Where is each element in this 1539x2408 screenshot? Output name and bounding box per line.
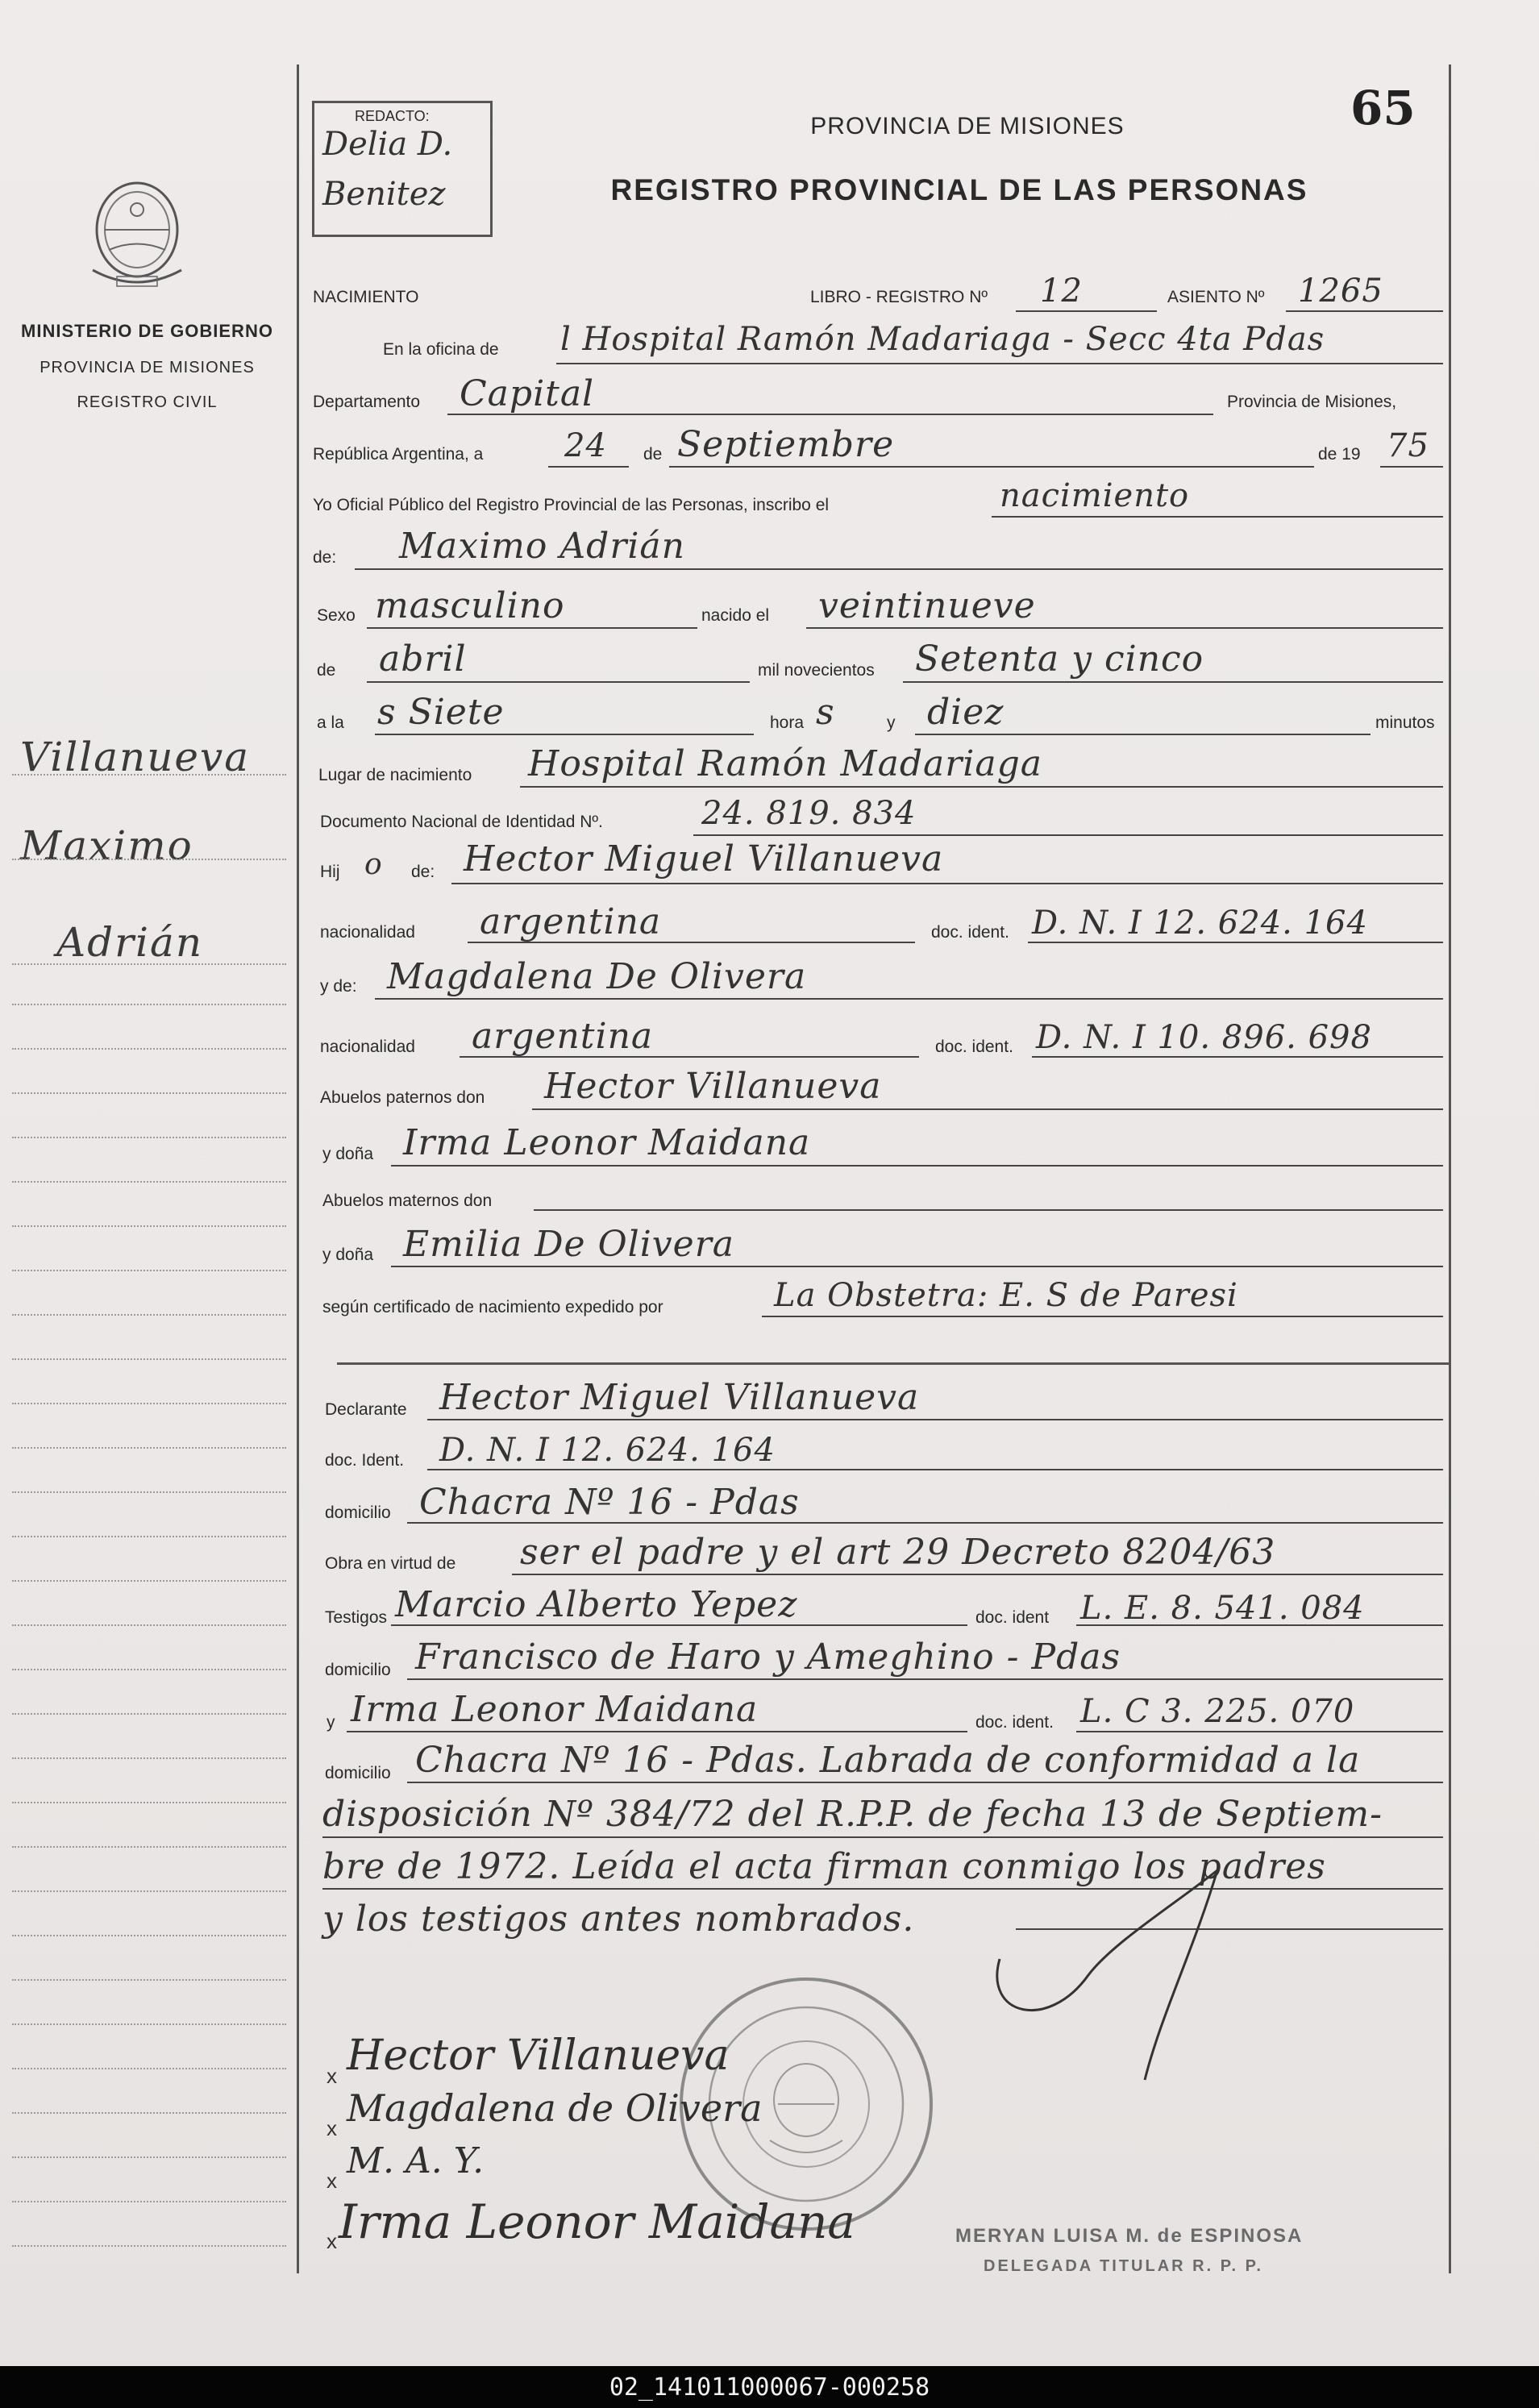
doc-testigo1-label: doc. ident <box>975 1608 1050 1627</box>
provincia-suffix: Provincia de Misiones, <box>1227 393 1397 411</box>
nombre-value: Maximo Adrián <box>399 526 685 567</box>
de-mes-nac-label: de <box>317 661 336 680</box>
dni-label: Documento Nacional de Identidad Nº. <box>320 813 603 831</box>
ministry-civil-registry: REGISTRO CIVIL <box>77 393 218 411</box>
right-border <box>1449 64 1451 2273</box>
ministry-province: PROVINCIA DE MISIONES <box>40 359 255 376</box>
obra-label: Obra en virtud de <box>325 1554 456 1573</box>
year-value: 75 <box>1387 427 1429 464</box>
domicilio-declarante-label: domicilio <box>325 1503 391 1522</box>
footer-bar <box>0 2366 1539 2408</box>
doc-declarante-value: D. N. I 12. 624. 164 <box>439 1432 776 1469</box>
doc-padre-value: D. N. I 12. 624. 164 <box>1032 905 1368 942</box>
nacido-value: veintinueve <box>818 585 1036 626</box>
doc-declarante-label: doc. Ident. <box>325 1451 405 1470</box>
libro-label: LIBRO - REGISTRO Nº <box>810 288 988 306</box>
hijo-de-label: de: <box>411 863 435 881</box>
certificado-label: según certificado de nacimiento expedido por <box>322 1298 663 1316</box>
section-divider <box>337 1362 1450 1365</box>
nacionalidad-madre-label: nacionalidad <box>320 1038 415 1056</box>
mil-label: mil novecientos <box>758 661 875 680</box>
departamento-label: Departamento <box>313 393 421 411</box>
doc-testigo2-label: doc. ident. <box>975 1713 1054 1732</box>
lugar-label: Lugar de nacimiento <box>318 766 472 784</box>
nacido-label: nacido el <box>701 606 770 625</box>
de-nombre-label: de: <box>313 548 337 567</box>
testigo1-value: Marcio Alberto Yepez <box>395 1584 798 1625</box>
dia-value: 24 <box>564 427 607 464</box>
sexo-value: masculino <box>375 585 565 626</box>
certificado-value: La Obstetra: E. S de Paresi <box>774 1277 1238 1314</box>
testigos-label: Testigos <box>325 1608 388 1627</box>
hijo-label: Hij <box>320 863 340 881</box>
signature-mark-4: x <box>327 2229 337 2253</box>
de-year-label: de 19 <box>1318 445 1361 464</box>
redacto-label: REDACTO: <box>355 108 430 124</box>
redacto-name-line2: Benitez <box>322 176 446 213</box>
doc-testigo1-value: L. E. 8. 541. 084 <box>1080 1590 1365 1627</box>
signature-testigo1: M. A. Y. <box>347 2140 485 2181</box>
oficial-value: nacimiento <box>1000 477 1190 514</box>
signature-testigo2: Irma Leonor Maidana <box>339 2194 856 2249</box>
abuelos-maternos-label: Abuelos maternos don <box>322 1192 493 1210</box>
doc-padre-label: doc. ident. <box>931 923 1009 942</box>
declarante-value: Hector Miguel Villanueva <box>439 1377 920 1418</box>
lugar-value: Hospital Ramón Madariaga <box>528 743 1042 784</box>
libro-value: 12 <box>1040 272 1083 310</box>
alas-label: a la <box>317 713 344 732</box>
domicilio-testigo1-value: Francisco de Haro y Ameghino - Pdas <box>415 1637 1121 1678</box>
margin-note-firstname: Maximo <box>20 822 193 869</box>
margin-note-surname: Villanueva <box>20 734 251 780</box>
mes-nac-value: abril <box>379 638 467 680</box>
domicilio-declarante-value: Chacra Nº 16 - Pdas <box>419 1482 800 1523</box>
signature-flourish-icon <box>951 1854 1403 2096</box>
mes-value: Septiembre <box>677 424 895 465</box>
redacto-box <box>312 101 493 237</box>
oficial-label: Yo Oficial Público del Registro Provincial de las Personas, inscribo el <box>313 496 830 514</box>
departamento-value: Capital <box>460 373 595 414</box>
oficina-label: En la oficina de <box>383 340 499 359</box>
abuelos-paternos-label: Abuelos paternos don <box>320 1088 485 1107</box>
domicilio-testigo2-value: Chacra Nº 16 - Pdas. Labrada de conformidad a la <box>415 1740 1361 1781</box>
mil-value: Setenta y cinco <box>915 638 1204 680</box>
margin-divider <box>297 64 299 2273</box>
oficina-value: l Hospital Ramón Madariaga - Secc 4ta Pdas <box>560 321 1325 358</box>
y-de-label: y de: <box>320 977 357 996</box>
horas-label: hora <box>770 713 805 732</box>
signature-mark-3: x <box>327 2169 337 2193</box>
doc-testigo2-value: L. C 3. 225. 070 <box>1080 1693 1355 1730</box>
page-number: 65 <box>1350 81 1416 135</box>
province-title: PROVINCIA DE MISIONES <box>810 113 1125 139</box>
asiento-value: 1265 <box>1298 272 1383 310</box>
y-dona-paterna-label: y doña <box>322 1145 374 1163</box>
signature-mark-2: x <box>327 2116 337 2140</box>
stamp-role: DELEGADA TITULAR R. P. P. <box>984 2257 1263 2275</box>
redacto-name-line1: Delia D. <box>322 126 453 163</box>
abuelos-paternos-value: Hector Villanueva <box>544 1066 882 1107</box>
domicilio-testigo1-label: domicilio <box>325 1661 391 1679</box>
padre-value: Hector Miguel Villanueva <box>464 838 944 880</box>
doc-madre-value: D. N. I 10. 896. 698 <box>1036 1019 1372 1056</box>
signature-padre: Hector Villanueva <box>347 2032 730 2080</box>
dni-value: 24. 819. 834 <box>701 795 917 832</box>
nacionalidad-padre-value: argentina <box>480 901 662 942</box>
hijo-letter: o <box>364 848 383 881</box>
y-testigo2-label: y <box>327 1713 335 1732</box>
ministry-name: MINISTERIO DE GOBIERNO <box>21 321 273 341</box>
alas-value: s Siete <box>377 692 505 733</box>
horas-value: s <box>816 692 835 733</box>
signature-mark-1: x <box>327 2064 337 2088</box>
obra-value: ser el padre y el art 29 Decreto 8204/63 <box>520 1532 1276 1573</box>
domicilio-testigo2-label: domicilio <box>325 1764 391 1782</box>
provincial-crest-icon <box>77 173 198 302</box>
minutos-value: diez <box>927 692 1005 733</box>
sexo-label: Sexo <box>317 606 356 625</box>
testigo2-value: Irma Leonor Maidana <box>351 1689 759 1730</box>
nacionalidad-padre-label: nacionalidad <box>320 923 415 942</box>
registry-title: REGISTRO PROVINCIAL DE LAS PERSONAS <box>610 173 1308 206</box>
nacionalidad-madre-value: argentina <box>472 1016 654 1057</box>
doc-madre-label: doc. ident. <box>935 1038 1013 1056</box>
declarante-label: Declarante <box>325 1400 407 1419</box>
asiento-label: ASIENTO Nº <box>1167 288 1265 306</box>
republica-label: República Argentina, a <box>313 445 484 464</box>
y-dona-paterna-value: Irma Leonor Maidana <box>403 1122 811 1163</box>
minutos-label: minutos <box>1375 713 1435 732</box>
document-code: 02_141011000067-000258 <box>609 2373 930 2402</box>
de-mes-label: de <box>643 445 663 464</box>
y-label: y <box>887 713 896 732</box>
y-dona-materna-value: Emilia De Olivera <box>403 1224 734 1265</box>
y-dona-materna-label: y doña <box>322 1246 374 1264</box>
margin-note-middlename: Adrián <box>56 919 204 966</box>
madre-value: Magdalena De Olivera <box>387 956 807 997</box>
stamp-name: MERYAN LUISA M. de ESPINOSA <box>955 2225 1304 2247</box>
observaciones-line4: y los testigos antes nombrados. <box>322 1899 915 1940</box>
signature-madre: Magdalena de Olivera <box>347 2086 763 2130</box>
observaciones-line3: bre de 1972. Leída el acta firman conmigo los padres <box>322 1846 1326 1887</box>
observaciones-line2: disposición Nº 384/72 del R.P.P. de fecha 13 de Septiem- <box>322 1794 1383 1835</box>
nacimiento-label: NACIMIENTO <box>313 288 419 306</box>
